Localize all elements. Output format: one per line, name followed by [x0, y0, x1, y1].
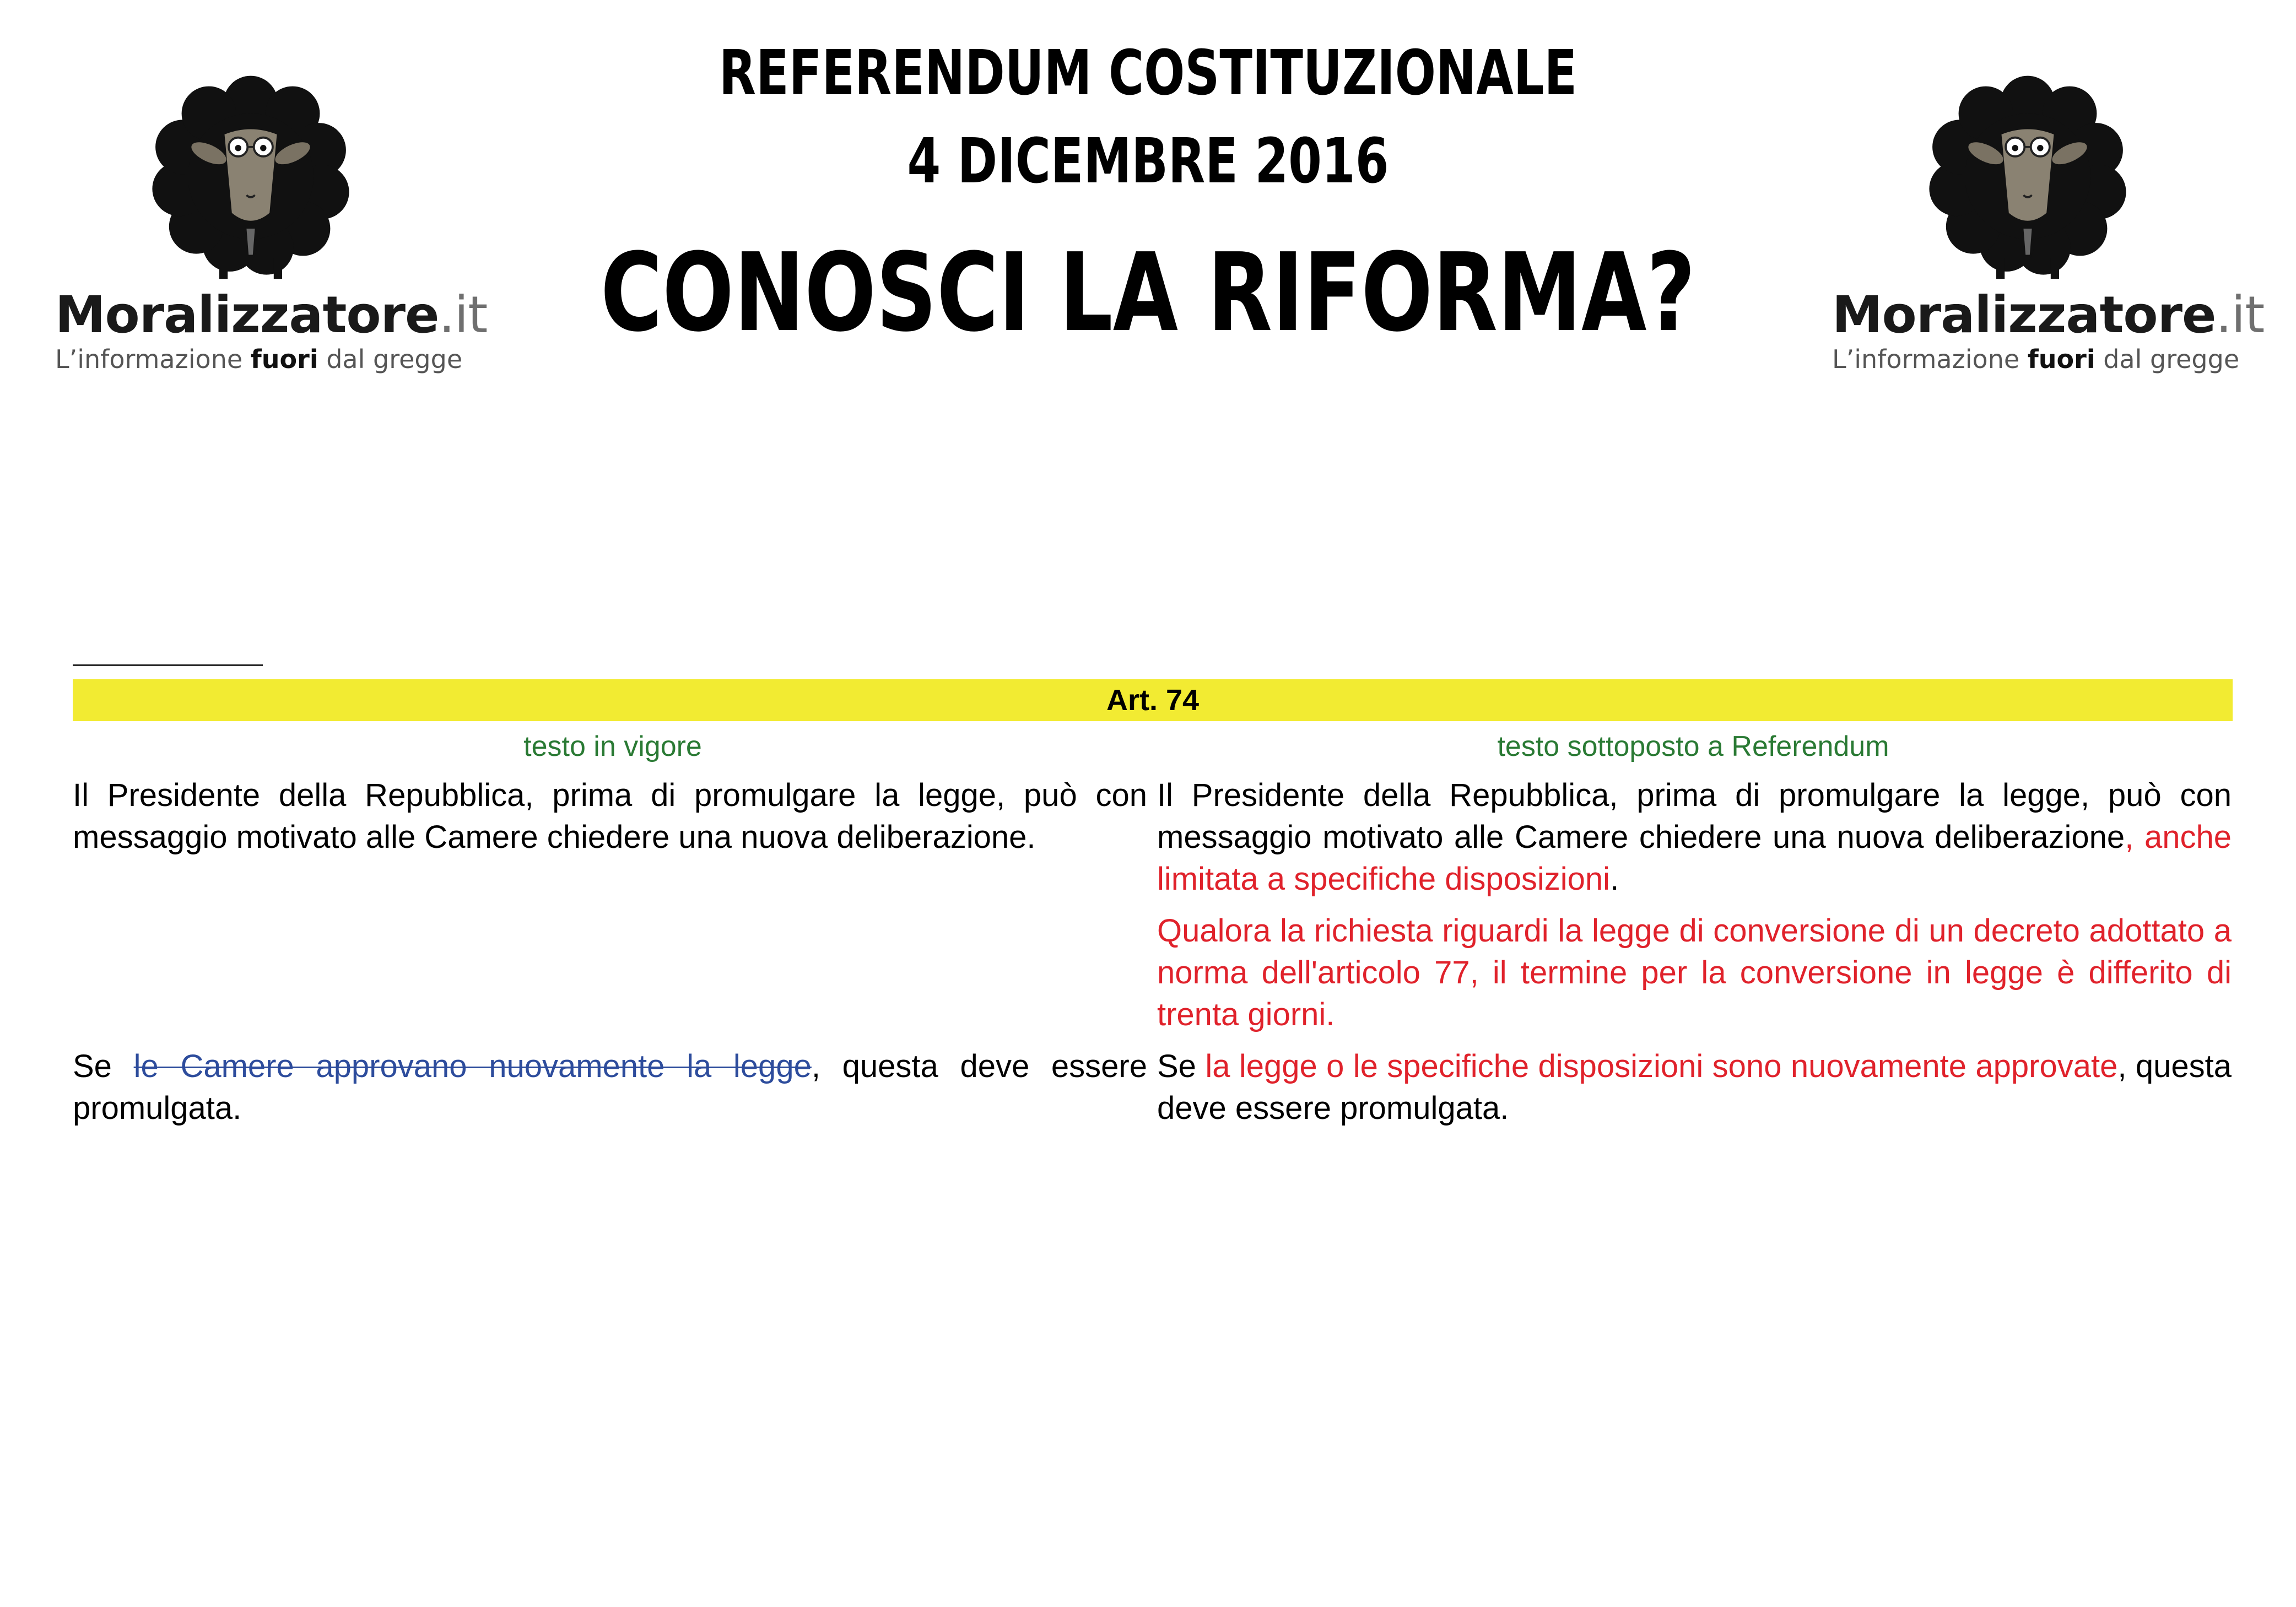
added-text: la legge o le specifiche disposizioni sono nuovamente approvate: [1205, 1048, 2118, 1084]
left-column-header: testo in vigore: [523, 731, 702, 762]
right-paragraph-3: Se la legge o le specifiche disposizioni sono nuovamente approvate, questa deve essere promulgata.: [1157, 1048, 2232, 1126]
logo-brand-text: Moralizzatore.it: [1832, 285, 2265, 344]
logo-tagline: L’informazione fuori dal gregge: [1832, 344, 2240, 374]
title-date: 4 DICEMBRE 2016: [907, 126, 1389, 197]
added-text: , anche limitata a specifiche disposizioni: [1157, 819, 2232, 897]
divider-rule: [73, 664, 263, 666]
left-paragraph-2: Se le Camere approvano nuovamente la legge, questa deve essere promulgata.: [73, 1048, 1147, 1126]
logo-tagline: L’informazione fuori dal gregge: [55, 344, 463, 374]
right-paragraph-2: Qualora la richiesta riguardi la legge di conversione di un decreto adottato a norma dell'articolo 77, il termine per la conversione in legge è differito di trenta giorni.: [1157, 913, 2232, 1032]
article-title-bar: Art. 74: [73, 679, 2233, 721]
left-paragraph-1: Il Presidente della Repubblica, prima di promulgare la legge, può con messaggio motivato alle Camere chiedere una nuova deliberazione.: [73, 777, 1147, 855]
right-paragraph-1: Il Presidente della Repubblica, prima di promulgare la legge, può con messaggio motivato alle Camere chiedere una nuova deliberazione, anche limitata a specifiche disposizioni.: [1157, 777, 2232, 897]
logo-brand-text: Moralizzatore.it: [55, 285, 488, 344]
removed-text: le Camere approvano nuovamente la legge: [133, 1048, 812, 1084]
title-question: CONOSCI LA RIFORMA?: [600, 230, 1696, 356]
right-column-header: testo sottoposto a Referendum: [1497, 731, 1889, 762]
title-referendum: REFERENDUM COSTITUZIONALE: [718, 37, 1578, 109]
